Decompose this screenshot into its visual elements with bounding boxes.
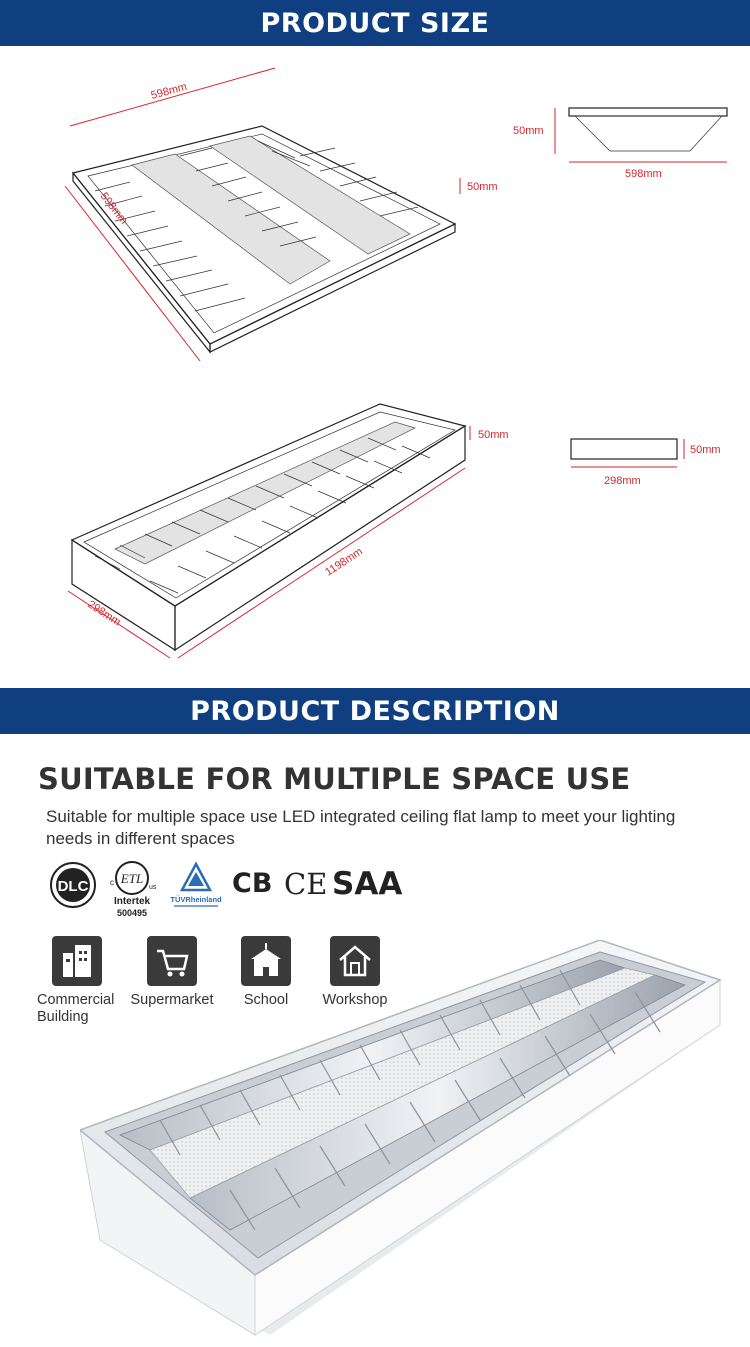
rect-length-label: 1198mm xyxy=(323,545,365,579)
etl-logo xyxy=(106,858,162,918)
rect-panel-drawing xyxy=(68,404,509,658)
product-size-banner xyxy=(0,0,750,46)
svg-text:DLC: DLC xyxy=(57,878,89,895)
square-panel-drawing xyxy=(65,68,498,361)
headline: SUITABLE FOR MULTIPLE SPACE USE xyxy=(38,762,631,796)
square-depth-label: 598mm xyxy=(97,190,130,227)
rect-side-width-label: 298mm xyxy=(604,475,641,487)
usecase-label-line2: Building xyxy=(37,1009,89,1025)
rect-width-label: 298mm xyxy=(85,598,123,629)
square-width-label: 598mm xyxy=(149,80,189,102)
square-side-height-label: 50mm xyxy=(513,125,544,137)
svg-text:TÜVRheinland: TÜVRheinland xyxy=(170,895,222,904)
svg-text:ETL: ETL xyxy=(120,871,144,886)
usecase-label: School xyxy=(243,992,289,1008)
square-side-drawing xyxy=(513,108,727,180)
rect-height-label: 50mm xyxy=(478,429,509,441)
svg-text:c: c xyxy=(110,878,114,887)
square-side-width-label: 598mm xyxy=(625,168,662,180)
rect-side-drawing xyxy=(571,439,721,487)
svg-text:500495: 500495 xyxy=(116,908,148,918)
usecase-label: Workshop xyxy=(322,992,388,1008)
product-size-title: PRODUCT SIZE xyxy=(260,7,490,39)
rect-side-height-label: 50mm xyxy=(690,444,721,456)
ce-mark: CE xyxy=(284,867,328,901)
product-description-banner xyxy=(0,688,750,734)
description-text: Suitable for multiple space use LED integrated ceiling flat lamp to meet your lighting needs in different spaces xyxy=(46,807,676,848)
dlc-logo xyxy=(48,858,98,910)
usecase-label: Supermarket xyxy=(130,992,214,1008)
svg-text:Intertek: Intertek xyxy=(113,896,151,907)
svg-text:us: us xyxy=(149,884,157,891)
saa-mark: SAA xyxy=(332,866,403,902)
product-photo xyxy=(80,940,750,1340)
tuv-logo xyxy=(170,858,222,910)
dimension-drawings xyxy=(0,46,750,686)
cb-mark: CB xyxy=(232,868,273,899)
product-description-title: PRODUCT DESCRIPTION xyxy=(190,695,560,727)
usecase-label: Commercial xyxy=(37,992,115,1008)
square-height-label: 50mm xyxy=(467,181,498,193)
